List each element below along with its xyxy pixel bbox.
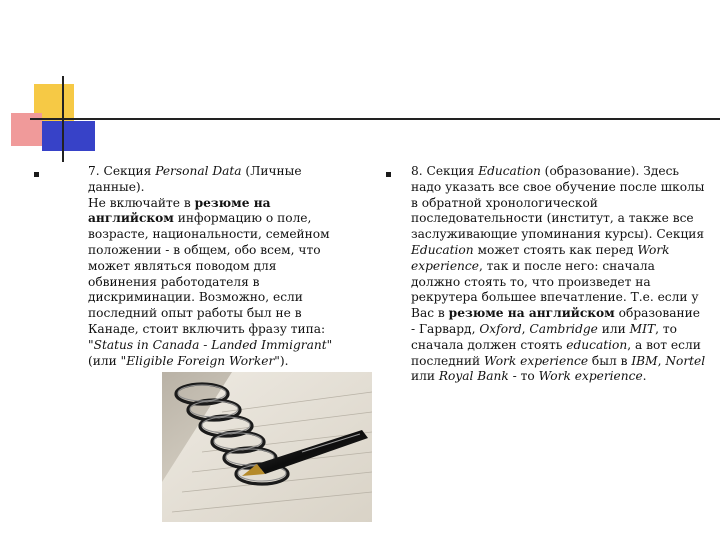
text-run-italic: MIT: [629, 321, 656, 336]
text-run: может стоять как перед: [473, 242, 638, 257]
text-run-italic: Education: [411, 242, 474, 257]
text-run: информацию о поле, возрасте, национальности, семейном положении - в общем, обо всем, что может являться поводом для обвинения работодателя в дискриминации. Возможно, если последний опыт работы был не в Канаде, стоит включить фразу типа:: [88, 211, 330, 336]
right-paragraph: [411, 164, 707, 385]
left-column-text: [88, 164, 338, 369]
text-run-italic: Nortel: [665, 353, 706, 368]
text-run: 7. Секция: [88, 164, 156, 178]
text-run-bold: резюме на английском: [88, 195, 271, 226]
text-run: 8. Секция: [411, 164, 479, 178]
text-run: , то сначала должен стоять: [411, 321, 677, 352]
text-run: - то: [508, 369, 539, 384]
text-run-italic: "Eligible Foreign Worker": [120, 353, 280, 368]
text-run-italic: Work experience: [411, 242, 670, 273]
text-run-bold: резюме на английском: [448, 306, 615, 321]
text-run-italic: Work experience: [484, 353, 589, 368]
text-run-italic: Royal Bank: [438, 369, 509, 384]
text-run: был в: [588, 353, 632, 368]
decor-horizontal-line: [30, 118, 720, 120]
notebook-pen-photo: [162, 372, 372, 522]
text-run-italic: education: [566, 337, 628, 352]
bullet-left: [34, 172, 39, 177]
text-run-italic: Personal Data: [155, 164, 242, 178]
text-run: ,: [657, 353, 666, 368]
text-run: (образование). Здесь надо указать все свое обучение после школы в обратной хронологической последовательности (институт, а также все заслуживающие упоминания курсы). Секция: [411, 164, 705, 242]
text-run-italic: "Status in Canada - Landed Immigrant": [88, 337, 333, 352]
text-run: или: [411, 369, 439, 384]
text-run: (Личные данные).: [88, 164, 302, 194]
text-run: или: [597, 321, 630, 336]
bullet-right: [386, 172, 391, 177]
left-paragraph-2: [88, 196, 338, 370]
text-run: образование - Гарвард,: [411, 306, 700, 336]
text-run: ,: [521, 321, 530, 336]
right-column-text: [411, 164, 707, 385]
text-run: , а вот если последний: [411, 337, 701, 368]
text-run-italic: IBM: [631, 353, 658, 368]
text-run: ).: [279, 353, 289, 368]
text-run: Не включайте в: [88, 195, 195, 210]
text-run-italic: Cambridge: [529, 321, 598, 336]
text-run-italic: Education: [478, 164, 541, 178]
text-run: (или: [88, 353, 121, 368]
decor-blue-square: [42, 121, 95, 151]
text-run: , так и после него: сначала должно стоять то, что произведет на рекрутера большее впечатление. Т.е. если у Вас в: [411, 258, 699, 321]
left-paragraph-1: [88, 164, 338, 196]
text-run-italic: Oxford: [479, 321, 522, 336]
text-run: .: [642, 369, 647, 384]
text-run-italic: Work experience: [538, 369, 643, 384]
